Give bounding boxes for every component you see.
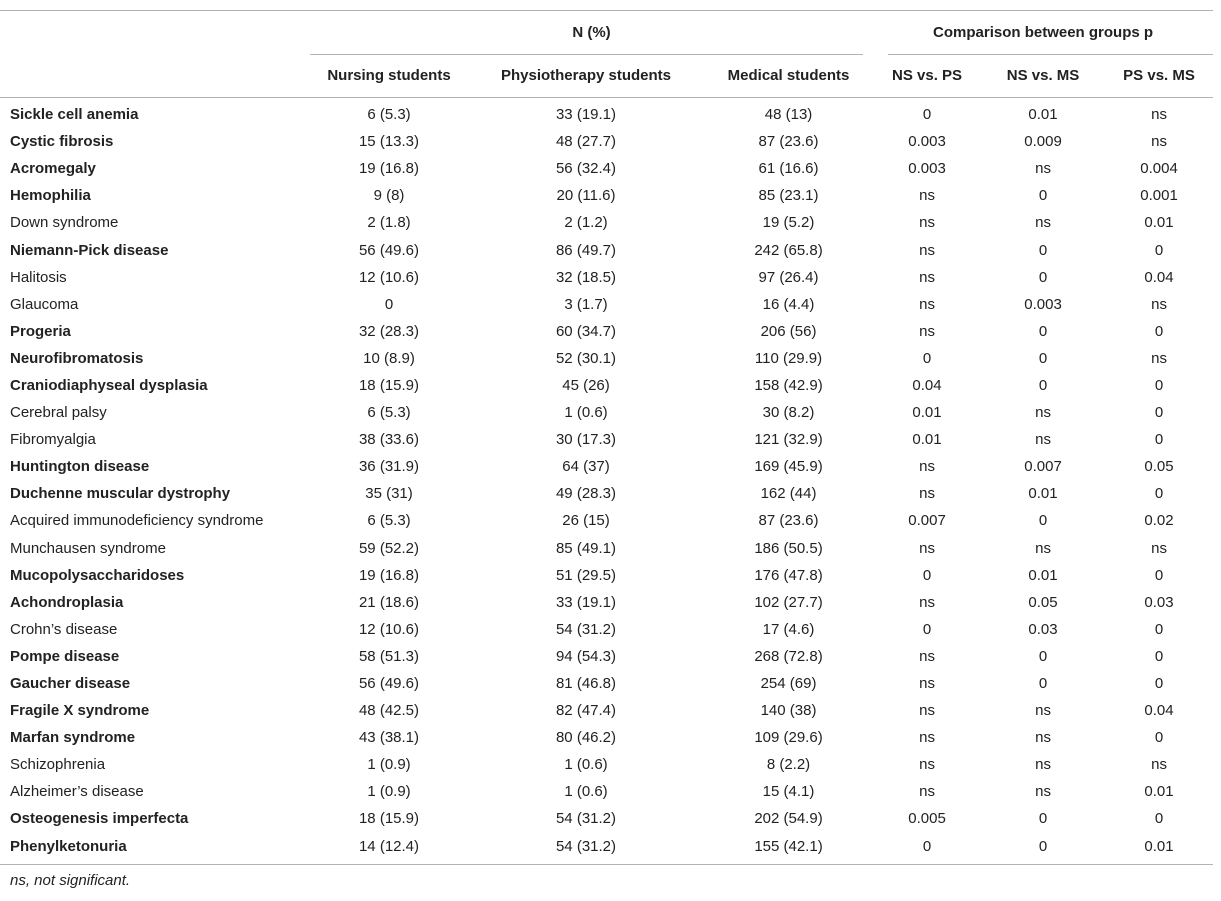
physiotherapy-cell: 54 (31.2) [555,837,617,855]
nursing-cell: 18 (15.9) [358,810,420,828]
ns-vs-ps-cell: 0.003 [908,133,946,151]
table-row [0,562,1213,589]
nursing-cell: 10 (8.9) [363,349,415,367]
medical-cell: 268 (72.8) [754,647,823,665]
table-row [0,264,1213,291]
ps-vs-ms-cell: 0 [1154,647,1164,665]
table-row [0,643,1213,670]
physiotherapy-cell: 60 (34.7) [555,322,617,340]
ns-vs-ms-cell: 0.01 [1028,566,1058,584]
medical-cell: 19 (5.2) [762,214,815,232]
ns-vs-ps-cell: ns [919,647,935,665]
physiotherapy-cell: 51 (29.5) [555,566,617,584]
physiotherapy-cell: 1 (0.6) [564,404,608,422]
medical-cell: 109 (29.6) [754,729,823,747]
ps-vs-ms-cell: 0 [1154,376,1164,394]
ps-vs-ms-cell: ns [1151,539,1167,557]
ns-vs-ps-cell: ns [919,756,935,774]
nursing-cell: 19 (16.8) [358,566,420,584]
condition-cell: Fibromyalgia [10,431,96,449]
physiotherapy-cell: 30 (17.3) [555,431,617,449]
table-row [0,751,1213,778]
medical-cell: 87 (23.6) [758,133,819,151]
medical-cell: 8 (2.2) [766,756,811,774]
nursing-cell: 36 (31.9) [358,458,420,476]
table-row [0,155,1213,182]
ps-vs-ms-cell: ns [1151,756,1167,774]
ps-vs-ms-cell: ns [1151,106,1167,124]
ns-vs-ms-cell: ns [1035,539,1051,557]
condition-cell: Huntington disease [10,458,150,476]
nursing-cell: 1 (0.9) [367,783,411,801]
nursing-cell: 21 (18.6) [358,593,420,611]
medical-cell: 16 (4.4) [762,295,815,313]
table-row [0,589,1213,616]
condition-cell: Duchenne muscular dystrophy [10,485,231,503]
physiotherapy-cell: 85 (49.1) [555,539,617,557]
medical-cell: 158 (42.9) [754,376,823,394]
ps-vs-ms-cell: 0.01 [1144,783,1174,801]
col-header-ns-vs-ms: NS vs. MS [1006,67,1080,84]
nursing-cell: 2 (1.8) [367,214,411,232]
ns-vs-ms-cell: 0 [1038,268,1048,286]
nursing-cell: 12 (10.6) [358,620,420,638]
physiotherapy-cell: 56 (32.4) [555,160,617,178]
table-row [0,236,1213,263]
medical-cell: 242 (65.8) [754,241,823,259]
physiotherapy-cell: 81 (46.8) [555,675,617,693]
nursing-cell: 12 (10.6) [358,268,420,286]
table-row [0,372,1213,399]
table-row [0,535,1213,562]
physiotherapy-cell: 54 (31.2) [555,620,617,638]
table-row [0,399,1213,426]
nursing-cell: 35 (31) [365,485,413,503]
physiotherapy-cell: 82 (47.4) [555,702,617,720]
condition-cell: Niemann-Pick disease [10,241,169,259]
ns-vs-ps-cell: 0.01 [912,404,942,422]
ns-vs-ms-cell: 0 [1038,376,1048,394]
ps-vs-ms-cell: 0 [1154,322,1164,340]
table-row [0,778,1213,805]
nursing-cell: 43 (38.1) [358,729,420,747]
physiotherapy-cell: 48 (27.7) [555,133,617,151]
condition-cell: Phenylketonuria [10,837,127,855]
ns-vs-ms-cell: 0 [1038,349,1048,367]
col-header-ps-vs-ms: PS vs. MS [1123,67,1195,84]
medical-cell: 155 (42.1) [754,837,823,855]
ns-vs-ps-cell: 0 [922,837,932,855]
condition-cell: Acquired immunodeficiency syndrome [10,512,264,530]
ns-vs-ms-cell: 0.009 [1024,133,1062,151]
header-group-n: N (%) [572,24,611,41]
ns-vs-ps-cell: ns [919,295,935,313]
col-header-condition [0,54,310,97]
nursing-cell: 0 [384,295,394,313]
condition-cell: Achondroplasia [10,593,124,611]
nursing-cell: 48 (42.5) [358,702,420,720]
ns-vs-ps-cell: ns [919,783,935,801]
condition-cell: Mucopolysaccharidoses [10,566,185,584]
ns-vs-ms-cell: 0 [1038,187,1048,205]
medical-cell: 186 (50.5) [754,539,823,557]
medical-cell: 110 (29.9) [754,349,823,367]
nursing-cell: 15 (13.3) [358,133,420,151]
medical-cell: 97 (26.4) [758,268,819,286]
ps-vs-ms-cell: 0.04 [1144,268,1174,286]
nursing-cell: 1 (0.9) [367,756,411,774]
physiotherapy-cell: 54 (31.2) [555,810,617,828]
nursing-cell: 6 (5.3) [367,404,411,422]
ps-vs-ms-cell: 0 [1154,675,1164,693]
ns-vs-ps-cell: 0 [922,566,932,584]
ns-vs-ms-cell: ns [1035,756,1051,774]
medical-cell: 85 (23.1) [758,187,819,205]
footnote: ns, not significant. [10,872,131,889]
ns-vs-ms-cell: ns [1035,404,1051,422]
physiotherapy-cell: 94 (54.3) [555,647,617,665]
col-header-physiotherapy: Physiotherapy students [500,67,672,84]
table-row [0,833,1213,860]
condition-cell: Halitosis [10,268,67,286]
condition-cell: Neurofibromatosis [10,349,144,367]
nursing-cell: 59 (52.2) [358,539,420,557]
ns-vs-ms-cell: ns [1035,214,1051,232]
ns-vs-ps-cell: ns [919,539,935,557]
condition-cell: Munchausen syndrome [10,539,166,557]
ns-vs-ps-cell: ns [919,485,935,503]
nursing-cell: 56 (49.6) [358,241,420,259]
ns-vs-ms-cell: 0 [1038,647,1048,665]
physiotherapy-cell: 2 (1.2) [564,214,608,232]
medical-cell: 206 (56) [760,322,817,340]
condition-cell: Marfan syndrome [10,729,136,747]
medical-cell: 140 (38) [760,702,817,720]
ns-vs-ps-cell: ns [919,702,935,720]
nursing-cell: 38 (33.6) [358,431,420,449]
medical-cell: 254 (69) [760,675,817,693]
ns-vs-ps-cell: ns [919,675,935,693]
condition-cell: Alzheimer’s disease [10,783,144,801]
header-group-comparison: Comparison between groups p [933,24,1154,41]
ns-vs-ps-cell: ns [919,214,935,232]
nursing-cell: 32 (28.3) [358,322,420,340]
nursing-cell: 18 (15.9) [358,376,420,394]
condition-cell: Gaucher disease [10,675,131,693]
physiotherapy-cell: 33 (19.1) [555,593,617,611]
ns-vs-ms-cell: ns [1035,160,1051,178]
ns-vs-ms-cell: ns [1035,783,1051,801]
ns-vs-ms-cell: ns [1035,729,1051,747]
medical-cell: 102 (27.7) [754,593,823,611]
table-row [0,345,1213,372]
table-row [0,291,1213,318]
ps-vs-ms-cell: 0 [1154,241,1164,259]
condition-cell: Progeria [10,322,71,340]
condition-cell: Schizophrenia [10,756,106,774]
nursing-cell: 56 (49.6) [358,675,420,693]
table-row [0,453,1213,480]
ns-vs-ms-cell: 0 [1038,512,1048,530]
ns-vs-ps-cell: ns [919,593,935,611]
table-row [0,318,1213,345]
medical-cell: 48 (13) [764,106,813,124]
ns-vs-ps-cell: ns [919,322,935,340]
medical-cell: 30 (8.2) [762,404,815,422]
ns-vs-ps-cell: 0.04 [912,376,942,394]
table-row [0,616,1213,643]
ps-vs-ms-cell: 0 [1154,729,1164,747]
ps-vs-ms-cell: 0.05 [1144,458,1174,476]
ns-vs-ps-cell: 0 [922,106,932,124]
table-row [0,128,1213,155]
ns-vs-ms-cell: 0.05 [1028,593,1058,611]
ns-vs-ps-cell: 0.01 [912,431,942,449]
condition-cell: Crohn’s disease [10,620,118,638]
condition-cell: Down syndrome [10,214,119,232]
condition-cell: Glaucoma [10,295,79,313]
table-row [0,805,1213,832]
header-blank [0,11,310,54]
table-row [0,507,1213,534]
physiotherapy-cell: 1 (0.6) [564,783,608,801]
ps-vs-ms-cell: 0.004 [1140,160,1178,178]
condition-cell: Pompe disease [10,647,120,665]
ps-vs-ms-cell: 0.04 [1144,702,1174,720]
table-row [0,670,1213,697]
nursing-cell: 6 (5.3) [367,106,411,124]
physiotherapy-cell: 64 (37) [562,458,610,476]
medical-cell: 169 (45.9) [754,458,823,476]
physiotherapy-cell: 20 (11.6) [556,187,616,205]
medical-cell: 162 (44) [760,485,817,503]
physiotherapy-cell: 1 (0.6) [564,756,608,774]
header-group-row [0,11,1213,54]
table-row [0,480,1213,507]
table-bottom-rule [0,864,1213,865]
ps-vs-ms-cell: 0.01 [1144,837,1174,855]
ns-vs-ms-cell: 0.007 [1024,458,1062,476]
ns-vs-ps-cell: 0 [922,349,932,367]
ps-vs-ms-cell: 0.01 [1144,214,1174,232]
table-row [0,426,1213,453]
ps-vs-ms-cell: 0 [1154,810,1164,828]
medical-cell: 87 (23.6) [758,512,819,530]
ps-vs-ms-cell: ns [1151,133,1167,151]
ns-vs-ps-cell: ns [919,241,935,259]
ns-vs-ps-cell: ns [919,187,935,205]
physiotherapy-cell: 3 (1.7) [564,295,608,313]
ps-vs-ms-cell: 0 [1154,620,1164,638]
medical-cell: 15 (4.1) [762,783,815,801]
condition-cell: Hemophilia [10,187,91,205]
ns-vs-ms-cell: ns [1035,431,1051,449]
ns-vs-ps-cell: 0.007 [908,512,946,530]
col-header-nursing: Nursing students [327,67,451,84]
ns-vs-ms-cell: 0 [1038,241,1048,259]
ns-vs-ms-cell: 0 [1038,837,1048,855]
ns-vs-ms-cell: 0.003 [1024,295,1062,313]
col-header-ns-vs-ps: NS vs. PS [892,67,963,84]
ps-vs-ms-cell: ns [1151,295,1167,313]
medical-cell: 202 (54.9) [754,810,823,828]
ps-vs-ms-cell: 0.001 [1140,187,1178,205]
ns-vs-ms-cell: 0 [1038,322,1048,340]
condition-cell: Fragile X syndrome [10,702,150,720]
condition-cell: Craniodiaphyseal dysplasia [10,376,208,394]
medical-cell: 176 (47.8) [754,566,823,584]
physiotherapy-cell: 45 (26) [562,376,610,394]
table-row [0,182,1213,209]
medical-cell: 121 (32.9) [754,431,823,449]
nursing-cell: 14 (12.4) [358,837,420,855]
ns-vs-ms-cell: ns [1035,702,1051,720]
condition-cell: Cystic fibrosis [10,133,114,151]
results-table [0,11,1213,860]
table-row [0,697,1213,724]
ns-vs-ms-cell: 0 [1038,675,1048,693]
physiotherapy-cell: 49 (28.3) [555,485,617,503]
ps-vs-ms-cell: 0.03 [1144,593,1174,611]
physiotherapy-cell: 80 (46.2) [555,729,617,747]
physiotherapy-cell: 86 (49.7) [555,241,617,259]
nursing-cell: 9 (8) [373,187,405,205]
table-row [0,209,1213,236]
physiotherapy-cell: 52 (30.1) [555,349,617,367]
condition-cell: Cerebral palsy [10,404,107,422]
ns-vs-ps-cell: 0 [922,620,932,638]
table-row [0,724,1213,751]
ps-vs-ms-cell: 0 [1154,431,1164,449]
ps-vs-ms-cell: 0 [1154,485,1164,503]
ps-vs-ms-cell: ns [1151,349,1167,367]
condition-cell: Osteogenesis imperfecta [10,810,189,828]
condition-cell: Acromegaly [10,160,96,178]
ns-vs-ps-cell: 0.005 [908,810,946,828]
medical-cell: 61 (16.6) [758,160,819,178]
ns-vs-ms-cell: 0 [1038,810,1048,828]
ps-vs-ms-cell: 0 [1154,404,1164,422]
ns-vs-ps-cell: ns [919,729,935,747]
physiotherapy-cell: 33 (19.1) [555,106,617,124]
table-row [0,97,1213,128]
physiotherapy-cell: 32 (18.5) [555,268,617,286]
physiotherapy-cell: 26 (15) [562,512,610,530]
condition-cell: Sickle cell anemia [10,106,139,124]
header-column-row [0,54,1213,97]
nursing-cell: 19 (16.8) [358,160,420,178]
ns-vs-ps-cell: 0.003 [908,160,946,178]
ns-vs-ms-cell: 0.01 [1028,485,1058,503]
ns-vs-ms-cell: 0.03 [1028,620,1058,638]
ps-vs-ms-cell: 0 [1154,566,1164,584]
col-header-medical: Medical students [727,67,850,84]
ns-vs-ps-cell: ns [919,458,935,476]
table-body [0,97,1213,860]
ns-vs-ms-cell: 0.01 [1028,106,1058,124]
medical-cell: 17 (4.6) [762,620,815,638]
ps-vs-ms-cell: 0.02 [1144,512,1174,530]
ns-vs-ps-cell: ns [919,268,935,286]
nursing-cell: 58 (51.3) [358,647,420,665]
nursing-cell: 6 (5.3) [367,512,411,530]
